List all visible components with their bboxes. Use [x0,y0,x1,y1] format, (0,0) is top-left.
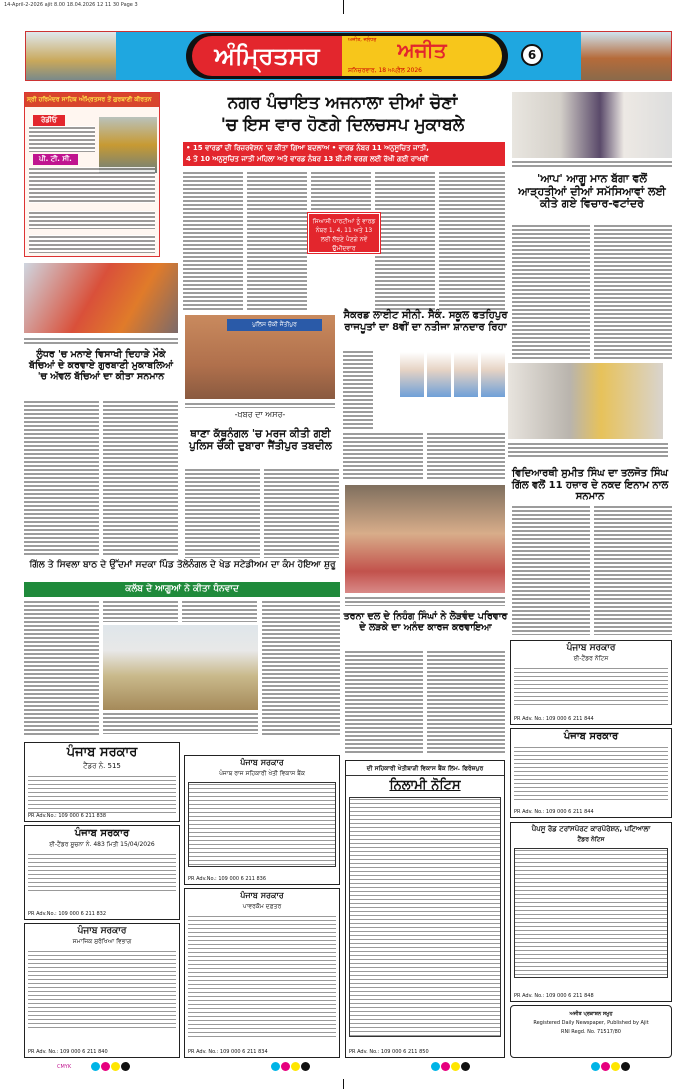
imprint-box [510,1005,672,1058]
police-sign: ਪੁਲਿਸ ਚੌਕੀ ਜੈਂਤੀਪੁਰ [227,319,322,331]
ad-subtitle: ਪਾਵਰਕੌਮ ਦਫ਼ਤਰ [242,903,282,910]
stadium-headline: ਗਿੱਲ ਤੇ ਸਿਵਲਾ ਬਾਠ ਦੇ ਉੱਦਮਾਂ ਸਦਕਾ ਪਿੰਡ ਤੋਲੇਨੰਗਲ ਦੇ ਖੇਡ ਸਟੇਡੀਅਮ ਦਾ ਕੰਮ ਹੋਇਆ ਸ਼ੁਰੂ [29,560,336,570]
logo-right: ਅਜੀਤ [397,38,447,62]
ad-cooperative-bank [184,755,340,885]
police-headline: ਥਾਣਾ ਕੱਥੂਨੰਗਲ 'ਚ ਮਰਜ ਕੀਤੀ ਗਈ ਪੁਲਿਸ ਚੌਕੀ ਦੁਬਾਰਾ ਜੈਂਤੀਪੁਰ ਤਬਦੀਲ [189,428,332,453]
ad-footer: PR Adv.No.: 109 000 6 211 832 [28,911,107,917]
ad-subtitle: ਪੰਜਾਬ ਰਾਜ ਸਹਿਕਾਰੀ ਖੇਤੀ ਵਿਕਾਸ ਬੈਂਕ [219,770,305,777]
ad-punjab-sarkar-1 [24,742,180,822]
radio-tag: ਰੇਡੀਓ [33,115,65,126]
ad-title: ਪੰਜਾਬ ਸਰਕਾਰ [240,758,284,767]
crop-mark [343,1079,344,1089]
ad-title: ਪੈਪਸੂ ਰੋਡ ਟਰਾਂਸਪੋਰਟ ਕਾਰਪੋਰੇਸ਼ਨ, ਪਟਿਆਲਾ [531,825,651,833]
golden-temple-image [26,32,116,80]
green-subhead: ਕਲੱਬ ਦੇ ਆਗੂਆਂ ਨੇ ਕੀਤਾ ਧੰਨਵਾਦ [24,582,340,597]
ad-punjab-sarkar-5 [510,640,672,725]
ad-subtitle: ਸਮਾਜਿਕ ਸੁਰੱਖਿਆ ਵਿਭਾਗ [72,938,132,945]
ad-footer: PR Adv. No.: 109 000 6 211 844 [514,716,594,722]
stadium-photo [103,625,258,710]
ad-footer: PR Adv. No.: 109 000 6 211 848 [514,993,594,999]
ad-title: ਪੰਜਾਬ ਸਰਕਾਰ [77,926,127,936]
edition-date: ਸ਼ਨਿਚਰਵਾਰ, 18 ਅਪ੍ਰੈਲ 2026 [348,67,422,74]
ad-footer: PR Adv.No.: 109 000 6 211 836 [188,876,267,882]
main-headline-2: 'ਚ ਇਸ ਵਾਰ ਹੋਣਗੇ ਦਿਲਚਸਪ ਮੁਕਾਬਲੇ [220,115,465,135]
ad-subtitle: ਟੈਂਡਰ ਨੋਟਿਸ [577,836,605,843]
logo-left: ਅੰਮ੍ਰਿਤਸਰ [192,36,342,76]
cmyk-dots [91,1062,131,1073]
main-headline-1: ਨਗਰ ਪੰਚਾਇਤ ਅਜਨਾਲਾ ਦੀਆਂ ਚੋਣਾਂ [227,93,458,113]
students-photos [400,352,505,397]
ad-footer: PR Adv. No.: 109 000 6 211 834 [188,1049,268,1055]
harmandir-sahib-image [99,117,157,173]
wedding-photo [345,485,505,593]
imprint-line: RNI Regd. No. 71517/80 [561,1029,621,1035]
police-kicker: -ਖ਼ਬਰ ਦਾ ਅਸਰ- [234,410,286,419]
color-registration-bar [22,1062,672,1072]
imprint-line: ਅਜੀਤ ਪ੍ਰਕਾਸ਼ਨ ਸਮੂਹ [569,1011,613,1017]
main-highlight-box: ਸਿਆਸੀ ਪਾਰਟੀਆਂ ਨੂੰ ਵਾਰਡ ਨੰਬਰ 1, 4, 11 ਅਤੇ 13 ਲਈ ਲੱਭਣੇ ਪੈਣਗੇ ਨਵੇਂ ਉਮੀਦਵਾਰ [308,213,380,253]
ad-subtitle: ਈ-ਟੈਂਡਰ ਨੋਟਿਸ [573,655,609,662]
ad-title: ਪੰਜਾਬ ਸਰਕਾਰ [563,731,619,742]
ad-title: ਨਿਲਾਮੀ ਨੋਟਿਸ [389,778,461,793]
ad-punjab-sarkar-2 [24,825,180,920]
student-honour-photo [508,363,663,439]
logo-pill [186,33,508,79]
ad-punjab-sarkar-4 [184,888,340,1058]
ad-title: ਪੰਜਾਬ ਸਰਕਾਰ [66,745,138,760]
ad-footer: PR Adv. No.: 109 000 6 211 850 [349,1049,429,1055]
police-chowki-photo [185,315,335,399]
ad-title: ਪੰਜਾਬ ਸਰਕਾਰ [74,828,130,839]
imprint-line: Registered Daily Newspaper, Published by Ajit [533,1020,649,1026]
ad-subtitle: ਦੀ ਸਹਿਕਾਰੀ ਖੇਤੀਬਾੜੀ ਵਿਕਾਸ ਬੈਂਕ ਲਿਮ. ਫਿਰੋਜ਼ਪੁਰ [346,763,504,776]
left-story-headline: ਲੁੰਧਰ 'ਚ ਮਨਾਏ ਵਿਸਾਖੀ ਦਿਹਾੜੇ ਮੌਕੇ ਬੱਚਿਆਂ ਦੇ ਕਰਵਾਏ ਗੁਰਬਾਣੀ ਮੁਕਾਬਲਿਆਂ 'ਚ ਅੱਵਲ ਬੱਚਿਆਂ ਦਾ ਕੀਤਾ ਸਨਮਾਨ [28,349,174,382]
school-headline: ਸੈਕਰਡ ਲਾਈਟ ਸੀਨੀ. ਸੈਕੰ. ਸਕੂਲ ਫਤਹਿਪੁਰ ਰਾਜਪੂਤਾਂ ਦਾ 8ਵੀਂ ਦਾ ਨਤੀਜਾ ਸ਼ਾਨਦਾਰ ਰਿਹਾ [343,310,508,333]
student-headline: ਵਿਦਿਆਰਥੀ ਸੁਮੀਤ ਸਿੰਘ ਦਾ ਤਲਜੋਤ ਸਿੰਘ ਗਿੱਲ ਵਲੋਂ 11 ਹਜ਼ਾਰ ਦੇ ਨਕਦ ਇਨਾਮ ਨਾਲ ਸਨਮਾਨ [511,468,669,502]
masthead [25,31,672,81]
jallianwala-memorial-image [581,32,671,80]
ad-title: ਪੰਜਾਬ ਸਰਕਾਰ [240,891,284,900]
wedding-headline: ਤਰਨਾ ਦਲ ਦੇ ਨਿਹੰਗ ਸਿੰਘਾਂ ਨੇ ਲੋੜਵੰਦ ਪਰਿਵਾਰ ਦੇ ਲੜਕੇ ਦਾ ਅਨੰਦ ਕਾਰਜ ਕਰਵਾਇਆ [343,611,508,633]
ptc-tag: ਪੀ. ਟੀ. ਸੀ. [33,154,78,165]
gurbani-title: ਸ੍ਰੀ ਹਰਿਮੰਦਰ ਸਾਹਿਬ ਅੰਮ੍ਰਿਤਸਰ ਤੋਂ ਗੁਰਬਾਣੀ ਕੀਰਤਨ [25,93,159,107]
ad-subtitle: ਈ-ਟੈਂਡਰ ਸੂਚਨਾ ਨੰ. 483 ਮਿਤੀ 15/04/2026 [49,841,155,848]
ad-footer: PR Adv.No.: 109 000 6 211 838 [28,813,107,819]
gurbani-kirtan-box [24,92,160,257]
main-subheading [183,142,505,166]
cmyk-dots [591,1062,631,1073]
cmyk-dots [431,1062,471,1073]
aap-meeting-photo [512,92,672,158]
page-number: 6 [521,44,543,66]
ad-punjab-sarkar-3 [24,923,180,1058]
cmyk-dots [271,1062,311,1073]
logo-small: ਅਜੀਤ, ਜਲੰਧਰ [348,37,377,43]
ad-subtitle: ਟੈਂਡਰ ਨੰ. 515 [83,762,121,770]
award-ceremony-photo [24,263,178,333]
crop-mark [343,0,344,14]
ad-title: ਪੰਜਾਬ ਸਰਕਾਰ [566,643,616,653]
subheading-line-1: • 15 ਵਾਰਡਾਂ ਦੀ ਰਿਜ਼ਰਵੇਸ਼ਨ 'ਚ ਕੀਤਾ ਗਿਆ ਬਦਲਾਅ • ਵਾਰਡ ਨੰਬਰ 11 ਅਨੁਸੂਚਿਤ ਜਾਤੀ, [186,144,429,152]
aap-headline: 'ਆਪ' ਆਗੂ ਮਾਨ ਬੱਗਾ ਵਲੋਂ ਆੜ੍ਹਤੀਆਂ ਦੀਆਂ ਸਮੱਸਿਆਵਾਂ ਲਈ ਕੀਤੇ ਗਏ ਵਿਚਾਰ-ਵਟਾਂਦਰੇ [518,172,666,211]
subheading-line-2: 4 ਤੇ 10 ਅਨੁਸੂਚਿਤ ਜਾਤੀ ਮਹਿਲਾ ਅਤੇ ਵਾਰਡ ਨੰਬਰ 13 ਬੀ.ਸੀ ਵਰਗ ਲਈ ਰੱਖੀ ਗਈ ਰਾਖਵੀਂ [186,155,429,163]
ad-nilami-notice [345,760,505,1058]
print-slug: 14-April-2-2026 ajit 8.00 18.04.2026 12 11 30 Page 3 [4,2,138,8]
cmyk-label: CMYK [57,1064,72,1070]
ad-footer: PR Adv. No.: 109 000 6 211 844 [514,809,594,815]
ad-pepsu-transport [510,822,672,1002]
ad-punjab-sarkar-6 [510,728,672,818]
ad-footer: PR Adv. No.: 109 000 6 211 840 [28,1049,108,1055]
